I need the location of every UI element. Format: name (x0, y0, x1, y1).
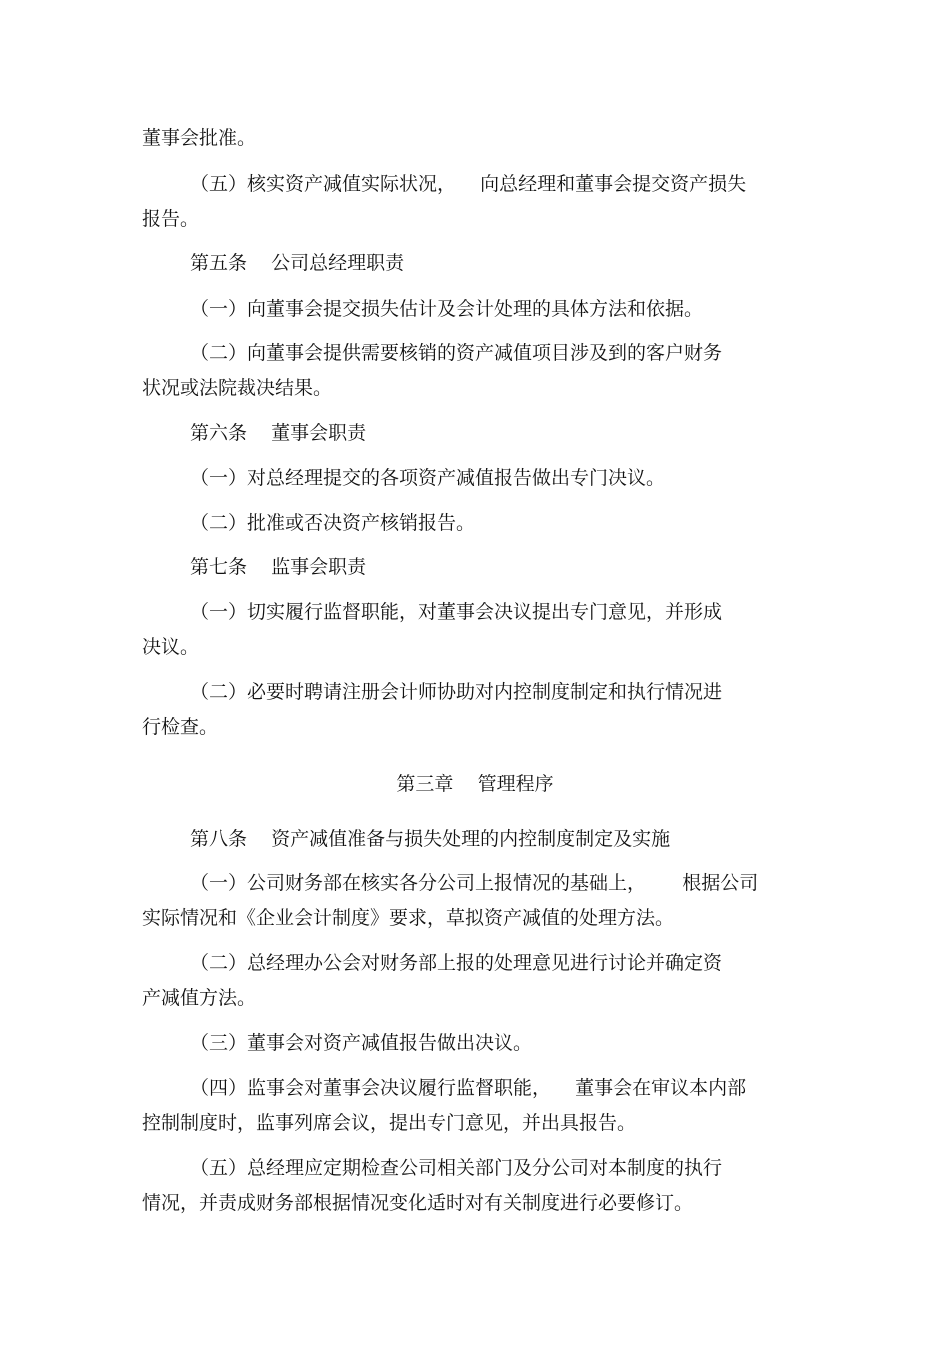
text-line: （三）董事会对资产减值报告做出决议。 (190, 1032, 533, 1054)
text-line: （二）向董事会提供需要核销的资产减值项目涉及到的客户财务 (190, 342, 723, 364)
text-line: 行检查。 (142, 716, 219, 738)
article-heading: 第八条 资产减值准备与损失处理的内控制度制定及实施 (190, 828, 671, 850)
text-line: 报告。 (142, 208, 200, 230)
text-line: 状况或法院裁决结果。 (142, 377, 333, 399)
text-line: （二）必要时聘请注册会计师协助对内控制度制定和执行情况进 (190, 681, 723, 703)
text-line: （二）总经理办公会对财务部上报的处理意见进行讨论并确定资 (190, 952, 723, 974)
text-line: 决议。 (142, 636, 200, 658)
text-line: 董事会批准。 (142, 127, 257, 149)
text-line: 情况，并责成财务部根据情况变化适时对有关制度进行必要修订。 (142, 1192, 694, 1214)
chapter-heading: 第三章 管理程序 (396, 773, 554, 795)
text-line: （五）核实资产减值实际状况， 向总经理和董事会提交资产损失 (190, 173, 747, 195)
text-line: （一）公司财务部在核实各分公司上报情况的基础上， 根据公司 (190, 872, 759, 894)
text-line: （五）总经理应定期检查公司相关部门及分公司对本制度的执行 (190, 1157, 723, 1179)
text-line: 实际情况和《企业会计制度》要求，草拟资产减值的处理方法。 (142, 907, 675, 929)
article-heading: 第六条 董事会职责 (190, 422, 367, 444)
text-line: （二）批准或否决资产核销报告。 (190, 512, 476, 534)
text-line: 控制制度时，监事列席会议，提出专门意见，并出具报告。 (142, 1112, 637, 1134)
article-heading: 第五条 公司总经理职责 (190, 252, 405, 274)
text-line: （四）监事会对董事会决议履行监督职能， 董事会在审议本内部 (190, 1077, 747, 1099)
text-line: 产减值方法。 (142, 987, 257, 1009)
text-line: （一）向董事会提交损失估计及会计处理的具体方法和依据。 (190, 298, 704, 320)
article-heading: 第七条 监事会职责 (190, 556, 367, 578)
text-line: （一）切实履行监督职能，对董事会决议提出专门意见，并形成 (190, 601, 723, 623)
text-line: （一）对总经理提交的各项资产减值报告做出专门决议。 (190, 467, 666, 489)
